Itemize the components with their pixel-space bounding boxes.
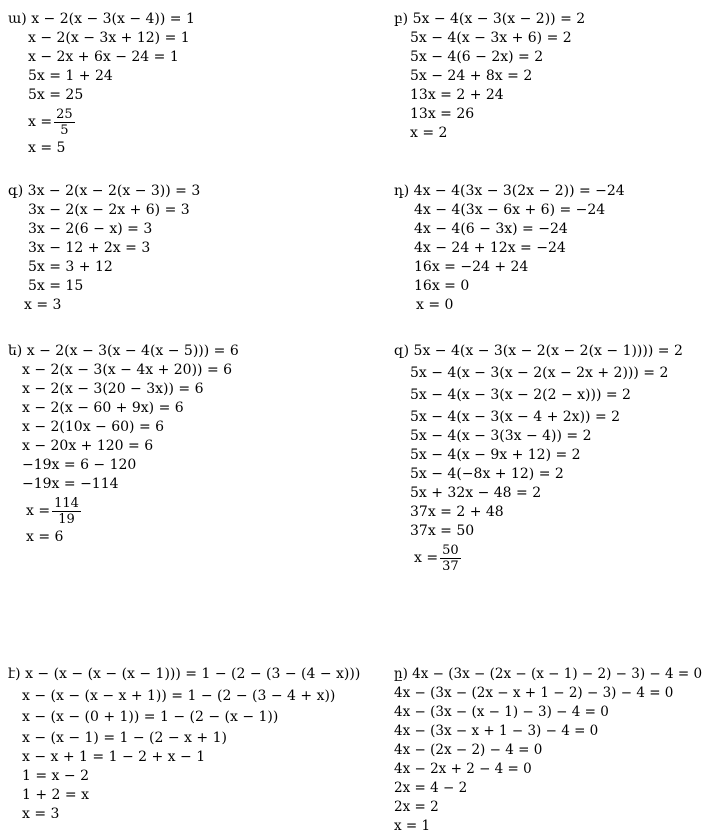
equation-line: 4x − 2x + 2 − 4 = 0 xyxy=(394,761,532,777)
equation-line: x − (x − (0 + 1)) = 1 − (2 − (x − 1)) xyxy=(22,709,279,725)
equation-line: 5x − 24 + 8x = 2 xyxy=(410,68,533,84)
equation-line: −19x = 6 − 120 xyxy=(22,457,137,473)
equation-line: 5x − 4(x − 3(3x − 4)) = 2 xyxy=(410,428,592,444)
fraction xyxy=(54,107,75,138)
problem-label: բ) xyxy=(394,11,409,27)
problem-f xyxy=(394,342,683,575)
equation-line: x − 2(x − 3x + 12) = 1 xyxy=(28,30,190,46)
problem-b xyxy=(394,10,585,143)
fraction-line: x = $\frac{114}{19}$ xyxy=(26,495,79,527)
equation-line: 5x − 4(x − 9x + 12) = 2 xyxy=(410,447,581,463)
equation-line: x − 2(x − 3(x − 4(x − 5))) = 6 xyxy=(26,343,239,359)
equation-line: 4x − (3x − (2x − (x − 1) − 2) − 3) − 4 = 0 xyxy=(412,666,703,682)
denominator: 37 xyxy=(442,558,459,574)
equation-line: x = 0 xyxy=(416,297,454,313)
problem-label: դ) xyxy=(394,183,410,199)
fraction xyxy=(52,496,81,527)
equation-line: 5x − 4(x − 3(x − 2)) = 2 xyxy=(412,11,586,27)
equation-line: 1 + 2 = x xyxy=(22,787,89,803)
equation-line: 4x − 24 + 12x = −24 xyxy=(414,240,566,256)
equation-line: 2x = 4 − 2 xyxy=(394,780,468,796)
problem-a xyxy=(8,10,195,158)
fraction-line: x = $\frac{50}{37}$ xyxy=(414,542,459,574)
equation-line: 3x − 2(x − 2x + 6) = 3 xyxy=(28,202,190,218)
equation-line: 3x − 2(x − 2(x − 3)) = 3 xyxy=(27,183,201,199)
denominator: 5 xyxy=(60,122,69,138)
equation-line: x = 3 xyxy=(24,297,62,313)
equation-line: 13x = 2 + 24 xyxy=(410,87,504,103)
equation-line: 5x + 32x − 48 = 2 xyxy=(410,485,542,501)
problem-c xyxy=(8,182,200,315)
fraction-line: x = $\frac{25}{5}$ xyxy=(28,106,73,138)
equation-line: 5x − 4(x − 3(x − 2(2 − x))) = 2 xyxy=(410,387,631,403)
equation-line: x − (x − (x − x + 1)) = 1 − (2 − (3 − 4 + x)) xyxy=(22,688,336,704)
problem-label: ա) xyxy=(8,11,27,27)
fraction xyxy=(440,543,461,574)
equation-line: 3x − 12 + 2x = 3 xyxy=(28,240,151,256)
problem-label: ը) xyxy=(394,666,408,682)
equation-line: 5x − 4(x − 3(x − 2(x − 2x + 2))) = 2 xyxy=(410,365,669,381)
equation-line: 2x = 2 xyxy=(394,799,439,815)
equation-line: 5x − 4(x − 3x + 6) = 2 xyxy=(410,30,572,46)
equation-line: x = 2 xyxy=(410,125,448,141)
equation-line: 4x − 4(3x − 3(2x − 2)) = −24 xyxy=(413,183,625,199)
equation-line: x − 2(x − 3(x − 4)) = 1 xyxy=(31,11,195,27)
numerator: 25 xyxy=(56,106,73,122)
equation-line: 4x − 4(6 − 3x) = −24 xyxy=(414,221,568,237)
equation-line: x − (x − 1) = 1 − (2 − x + 1) xyxy=(22,730,227,746)
equation-line: x − 2(x − 3(x − 4x + 20)) = 6 xyxy=(22,362,233,378)
equation-line: 1 = x − 2 xyxy=(22,768,89,784)
equation-line: 5x = 1 + 24 xyxy=(28,68,113,84)
equation-line: x = 6 xyxy=(26,529,64,545)
equation-line: x = 3 xyxy=(22,806,60,822)
equation-line: 4x − (2x − 2) − 4 = 0 xyxy=(394,742,543,758)
equation-line: x − (x − (x − (x − 1))) = 1 − (2 − (3 − (4 − x))) xyxy=(25,666,361,682)
equation-line: −19x = −114 xyxy=(22,476,119,492)
problem-e xyxy=(8,342,239,547)
equation-line: 4x − (3x − x + 1 − 3) − 4 = 0 xyxy=(394,723,599,739)
problem-label: գ) xyxy=(8,183,24,199)
equation-line: x − 2(10x − 60) = 6 xyxy=(22,419,165,435)
denominator: 19 xyxy=(58,511,75,527)
equation-line: 5x − 4(x − 3(x − 2(x − 2(x − 1)))) = 2 xyxy=(413,343,683,359)
equation-line: 5x − 4(x − 3(x − 4 + 2x)) = 2 xyxy=(410,409,621,425)
equation-line: 13x = 26 xyxy=(410,106,475,122)
equation-line: 16x = −24 + 24 xyxy=(414,259,529,275)
problem-label: է) xyxy=(8,666,21,682)
equation-line: 3x − 2(6 − x) = 3 xyxy=(28,221,153,237)
equation-line: x = 5 xyxy=(28,140,66,156)
problem-g xyxy=(8,665,360,824)
equation-line: 37x = 2 + 48 xyxy=(410,504,504,520)
equation-line: 4x − (3x − (x − 1) − 3) − 4 = 0 xyxy=(394,704,609,720)
equation-line: 5x = 25 xyxy=(28,87,84,103)
equation-line: x = 1 xyxy=(394,818,431,834)
numerator: 50 xyxy=(442,542,459,558)
numerator: 114 xyxy=(54,495,79,511)
equation-line: x − 2(x − 3(20 − 3x)) = 6 xyxy=(22,381,204,397)
problem-d xyxy=(394,182,625,315)
equation-line: 37x = 50 xyxy=(410,523,475,539)
equation-line: x − 20x + 120 = 6 xyxy=(22,438,154,454)
equation-line: 5x = 15 xyxy=(28,278,84,294)
equation-line: 5x − 4(6 − 2x) = 2 xyxy=(410,49,544,65)
equation-line: 4x − 4(3x − 6x + 6) = −24 xyxy=(414,202,606,218)
problem-h xyxy=(394,665,702,836)
equation-line: x − 2x + 6x − 24 = 1 xyxy=(28,49,179,65)
equation-line: 4x − (3x − (2x − x + 1 − 2) − 3) − 4 = 0 xyxy=(394,685,674,701)
problem-label: ե) xyxy=(8,343,23,359)
equation-line: 5x = 3 + 12 xyxy=(28,259,113,275)
equation-line: 16x = 0 xyxy=(414,278,470,294)
equation-line: x − x + 1 = 1 − 2 + x − 1 xyxy=(22,749,206,765)
problem-label: զ) xyxy=(394,343,410,359)
equation-line: 5x − 4(−8x + 12) = 2 xyxy=(410,466,564,482)
equation-line: x − 2(x − 60 + 9x) = 6 xyxy=(22,400,184,416)
